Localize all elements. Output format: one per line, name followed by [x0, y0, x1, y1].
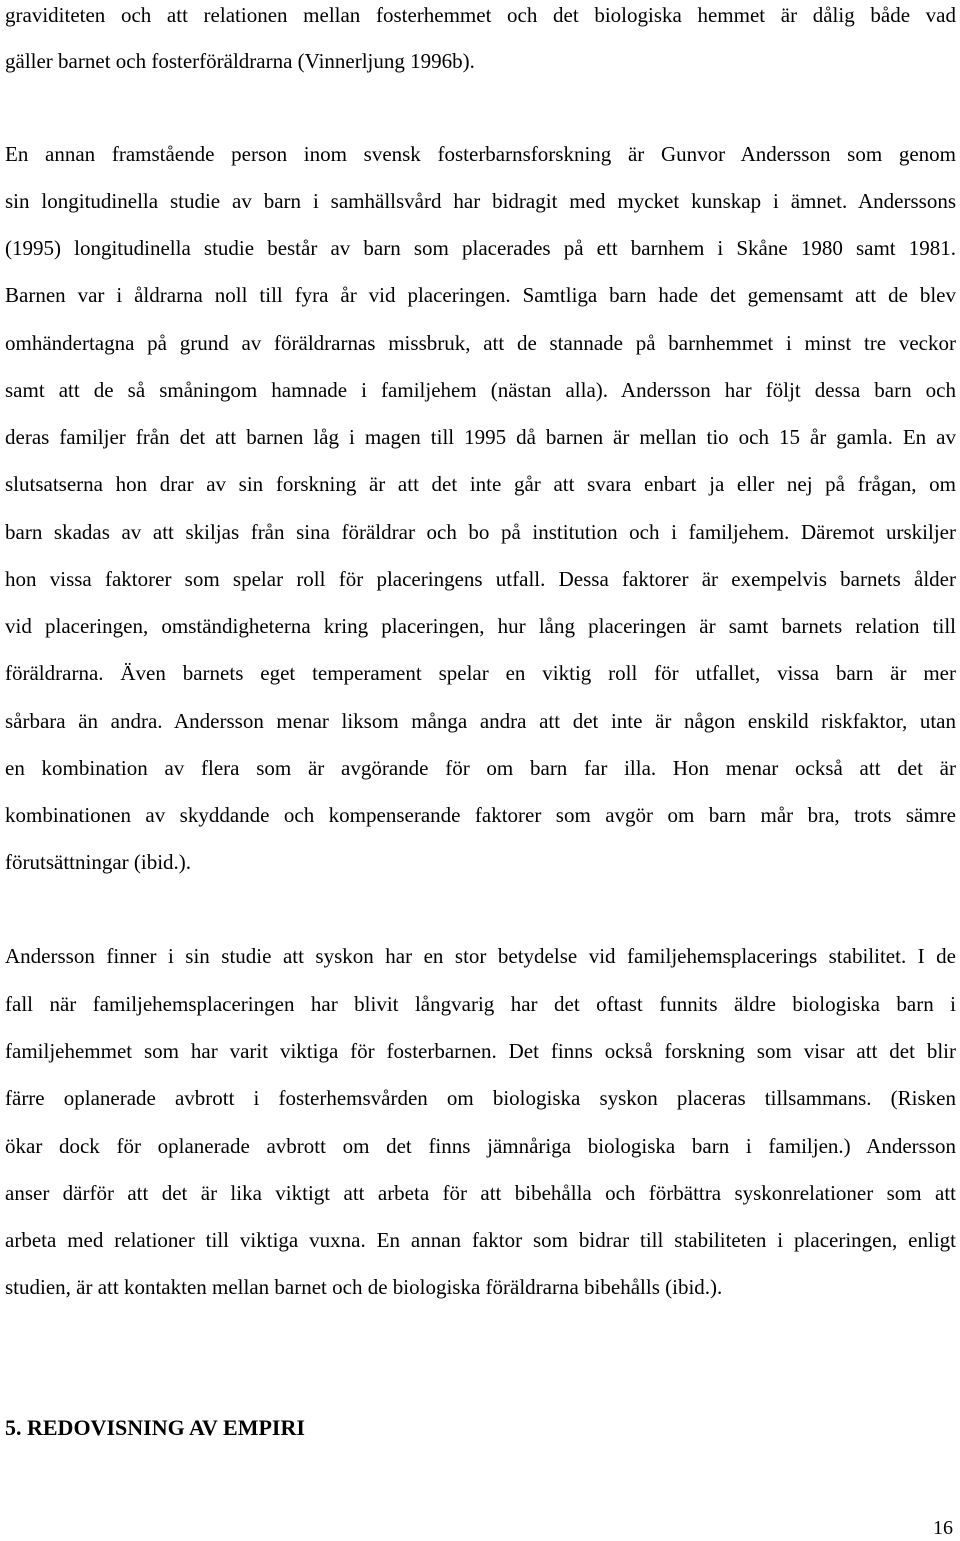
text-line: familjehemmet som har varit viktiga för fosterbarnen. Det finns också forskning som visar att det blir — [5, 1039, 956, 1063]
text-line: vid placeringen, omständigheterna kring placeringen, hur lång placeringen är samt barnets relation till — [5, 614, 956, 638]
text-line: sin longitudinella studie av barn i samhällsvård har bidragit med mycket kunskap i ämnet. Anderssons — [5, 189, 956, 213]
text-line: sårbara än andra. Andersson menar liksom många andra att det inte är någon enskild riskfaktor, utan — [5, 709, 956, 733]
text-line: barn skadas av att skiljas från sina föräldrar och bo på institution och i familjehem. Däremot urskiljer — [5, 520, 956, 544]
text-line: fall när familjehemsplaceringen har blivit långvarig har det oftast funnits äldre biologiska barn i — [5, 992, 956, 1016]
text-line: (1995) longitudinella studie består av barn som placerades på ett barnhem i Skåne 1980 samt 1981. — [5, 236, 956, 260]
text-line: förutsättningar (ibid.). — [5, 850, 192, 874]
section-heading: 5. REDOVISNING AV EMPIRI — [5, 1415, 305, 1440]
text-line: deras familjer från det att barnen låg i magen till 1995 då barnen är mellan tio och 15 år gamla. En av — [5, 425, 956, 449]
text-line: ökar dock för oplanerade avbrott om det finns jämnåriga biologiska barn i familjen.) Andersson — [5, 1134, 956, 1158]
text-line: samt att de så småningom hamnade i familjehem (nästan alla). Andersson har följt dessa barn och — [5, 378, 956, 402]
text-line: slutsatserna hon drar av sin forskning är att det inte går att svara enbart ja eller nej på frågan, om — [5, 472, 956, 496]
text-line: Barnen var i åldrarna noll till fyra år vid placeringen. Samtliga barn hade det gemensamt att de blev — [5, 283, 956, 307]
text-line: hon vissa faktorer som spelar roll för placeringens utfall. Dessa faktorer är exempelvis barnets ålder — [5, 567, 956, 591]
page-number: 16 — [933, 1517, 953, 1539]
text-line: graviditeten och att relationen mellan fosterhemmet och det biologiska hemmet är dålig både vad — [5, 3, 956, 27]
text-line: kombinationen av skyddande och kompenserande faktorer som avgör om barn mår bra, trots sämre — [5, 803, 956, 827]
text-line: anser därför att det är lika viktigt att arbeta för att bibehålla och förbättra syskonrelationer som att — [5, 1181, 956, 1205]
text-line: Andersson finner i sin studie att syskon har en stor betydelse vid familjehemsplacerings stabilitet. I de — [5, 944, 956, 968]
text-line: omhändertagna på grund av föräldrarnas missbruk, att de stannade på barnhemmet i minst tre veckor — [5, 331, 956, 355]
text-line: studien, är att kontakten mellan barnet och de biologiska föräldrarna bibehålls (ibid.). — [5, 1275, 723, 1299]
text-line: En annan framstående person inom svensk fosterbarnsforskning är Gunvor Andersson som genom — [5, 142, 956, 166]
text-line: arbeta med relationer till viktiga vuxna. En annan faktor som bidrar till stabiliteten i placeringen, enligt — [5, 1228, 956, 1252]
text-line: en kombination av flera som är avgörande för om barn far illa. Hon menar också att det är — [5, 756, 956, 780]
text-line: gäller barnet och fosterföräldrarna (Vinnerljung 1996b). — [5, 49, 475, 73]
text-line: föräldrarna. Även barnets eget temperament spelar en viktig roll för utfallet, vissa barn är mer — [5, 661, 956, 685]
text-line: färre oplanerade avbrott i fosterhemsvården om biologiska syskon placeras tillsammans. (Risken — [5, 1086, 956, 1110]
